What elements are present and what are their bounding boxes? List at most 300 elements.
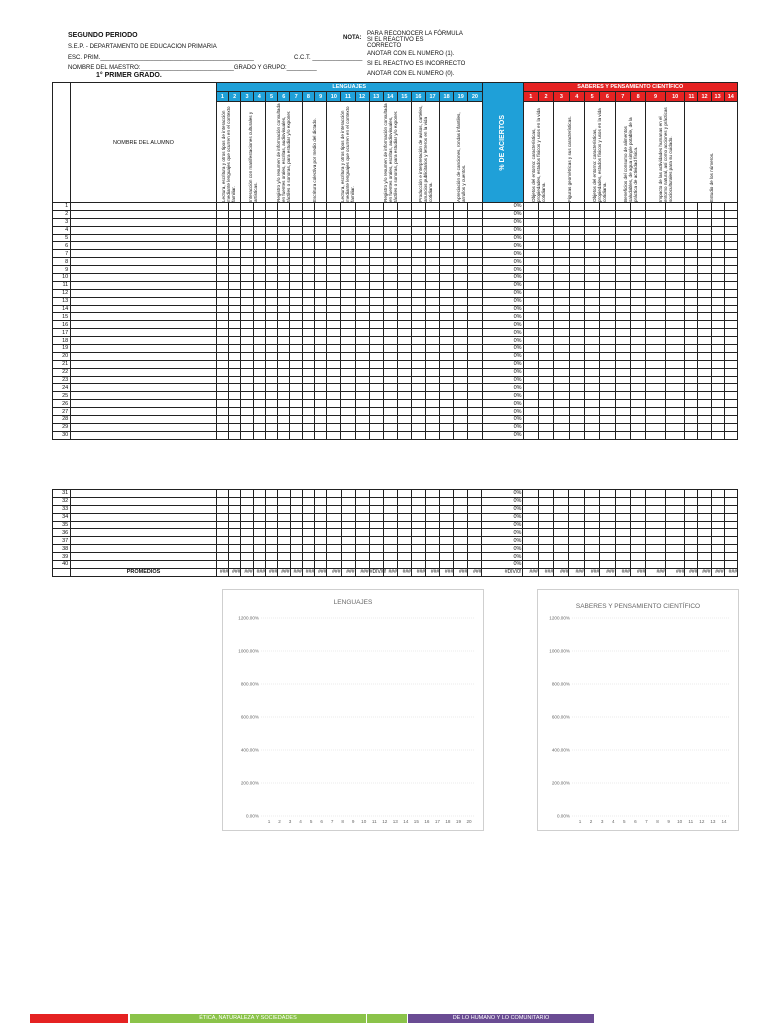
answer-cell[interactable] [341,313,355,321]
answer-cell[interactable] [554,392,569,400]
answer-cell[interactable] [468,423,482,431]
answer-cell[interactable] [411,423,425,431]
answer-cell[interactable] [665,537,685,545]
answer-cell[interactable] [523,545,538,553]
answer-cell[interactable] [355,521,369,529]
answer-cell[interactable] [554,505,569,513]
answer-cell[interactable] [538,431,553,439]
answer-cell[interactable] [426,553,440,561]
answer-cell[interactable] [290,392,302,400]
answer-cell[interactable] [538,545,553,553]
answer-cell[interactable] [630,431,645,439]
answer-cell[interactable] [290,210,302,218]
answer-cell[interactable] [724,258,737,266]
answer-cell[interactable] [241,329,253,337]
answer-cell[interactable] [290,423,302,431]
answer-cell[interactable] [266,553,278,561]
answer-cell[interactable] [468,242,482,250]
answer-cell[interactable] [383,337,397,345]
answer-cell[interactable] [341,250,355,258]
answer-cell[interactable] [523,497,538,505]
answer-cell[interactable] [711,305,724,313]
answer-cell[interactable] [341,360,355,368]
answer-cell[interactable] [315,529,327,537]
answer-cell[interactable] [440,392,454,400]
answer-cell[interactable] [229,203,241,211]
answer-cell[interactable] [383,242,397,250]
answer-cell[interactable] [216,226,228,234]
answer-cell[interactable] [341,376,355,384]
student-name-cell[interactable] [71,376,217,384]
answer-cell[interactable] [278,490,290,498]
answer-cell[interactable] [440,490,454,498]
answer-cell[interactable] [369,250,383,258]
answer-cell[interactable] [600,210,615,218]
answer-cell[interactable] [229,400,241,408]
answer-cell[interactable] [711,423,724,431]
answer-cell[interactable] [383,561,397,569]
answer-cell[interactable] [665,400,685,408]
answer-cell[interactable] [253,210,265,218]
answer-cell[interactable] [685,376,698,384]
answer-cell[interactable] [724,376,737,384]
answer-cell[interactable] [538,281,553,289]
answer-cell[interactable] [440,352,454,360]
answer-cell[interactable] [341,561,355,569]
answer-cell[interactable] [278,529,290,537]
answer-cell[interactable] [454,513,468,521]
answer-cell[interactable] [615,297,630,305]
answer-cell[interactable] [265,281,277,289]
answer-cell[interactable] [454,281,468,289]
answer-cell[interactable] [315,537,327,545]
answer-cell[interactable] [425,218,439,226]
answer-cell[interactable] [265,337,277,345]
answer-cell[interactable] [665,416,685,424]
student-name-cell[interactable] [71,497,217,505]
answer-cell[interactable] [369,400,383,408]
answer-cell[interactable] [229,521,241,529]
answer-cell[interactable] [290,242,302,250]
answer-cell[interactable] [600,203,615,211]
answer-cell[interactable] [383,513,397,521]
answer-cell[interactable] [397,408,411,416]
answer-cell[interactable] [646,392,666,400]
answer-cell[interactable] [440,423,454,431]
answer-cell[interactable] [646,400,666,408]
answer-cell[interactable] [290,313,302,321]
answer-cell[interactable] [302,337,314,345]
answer-cell[interactable] [600,226,615,234]
answer-cell[interactable] [685,203,698,211]
answer-cell[interactable] [369,431,383,439]
answer-cell[interactable] [411,203,425,211]
answer-cell[interactable] [411,513,425,521]
answer-cell[interactable] [569,274,584,282]
answer-cell[interactable] [554,218,569,226]
answer-cell[interactable] [630,242,645,250]
answer-cell[interactable] [630,226,645,234]
answer-cell[interactable] [711,352,724,360]
answer-cell[interactable] [315,497,327,505]
answer-cell[interactable] [724,321,737,329]
answer-cell[interactable] [265,352,277,360]
answer-cell[interactable] [265,408,277,416]
answer-cell[interactable] [630,505,645,513]
answer-cell[interactable] [538,337,553,345]
student-name-cell[interactable] [71,423,217,431]
answer-cell[interactable] [523,266,538,274]
answer-cell[interactable] [383,376,397,384]
answer-cell[interactable] [383,266,397,274]
answer-cell[interactable] [411,545,425,553]
answer-cell[interactable] [425,242,439,250]
answer-cell[interactable] [216,400,228,408]
answer-cell[interactable] [630,274,645,282]
answer-cell[interactable] [569,321,584,329]
answer-cell[interactable] [523,490,538,498]
answer-cell[interactable] [425,203,439,211]
answer-cell[interactable] [229,529,241,537]
answer-cell[interactable] [630,321,645,329]
answer-cell[interactable] [369,242,383,250]
answer-cell[interactable] [426,529,440,537]
answer-cell[interactable] [600,297,615,305]
answer-cell[interactable] [253,218,265,226]
answer-cell[interactable] [411,368,425,376]
answer-cell[interactable] [216,431,228,439]
answer-cell[interactable] [253,242,265,250]
answer-cell[interactable] [646,274,666,282]
answer-cell[interactable] [302,408,314,416]
answer-cell[interactable] [724,250,737,258]
answer-cell[interactable] [327,545,341,553]
answer-cell[interactable] [569,289,584,297]
answer-cell[interactable] [355,345,369,353]
answer-cell[interactable] [383,226,397,234]
answer-cell[interactable] [523,329,538,337]
answer-cell[interactable] [523,281,538,289]
answer-cell[interactable] [711,258,724,266]
answer-cell[interactable] [341,274,355,282]
answer-cell[interactable] [584,376,599,384]
answer-cell[interactable] [711,513,724,521]
answer-cell[interactable] [253,545,265,553]
answer-cell[interactable] [665,352,685,360]
answer-cell[interactable] [440,400,454,408]
answer-cell[interactable] [411,431,425,439]
answer-cell[interactable] [584,529,599,537]
answer-cell[interactable] [615,337,630,345]
answer-cell[interactable] [523,521,538,529]
answer-cell[interactable] [523,210,538,218]
answer-cell[interactable] [369,537,383,545]
answer-cell[interactable] [440,218,454,226]
answer-cell[interactable] [241,384,253,392]
answer-cell[interactable] [468,289,482,297]
answer-cell[interactable] [425,305,439,313]
answer-cell[interactable] [253,423,265,431]
answer-cell[interactable] [665,345,685,353]
answer-cell[interactable] [569,281,584,289]
answer-cell[interactable] [554,408,569,416]
answer-cell[interactable] [724,266,737,274]
answer-cell[interactable] [369,490,383,498]
answer-cell[interactable] [411,392,425,400]
answer-cell[interactable] [315,431,327,439]
answer-cell[interactable] [355,226,369,234]
student-name-cell[interactable] [71,234,217,242]
answer-cell[interactable] [397,368,411,376]
answer-cell[interactable] [369,289,383,297]
answer-cell[interactable] [584,505,599,513]
answer-cell[interactable] [468,392,482,400]
answer-cell[interactable] [646,289,666,297]
answer-cell[interactable] [302,545,314,553]
answer-cell[interactable] [302,352,314,360]
answer-cell[interactable] [630,376,645,384]
answer-cell[interactable] [302,529,314,537]
answer-cell[interactable] [278,274,290,282]
answer-cell[interactable] [341,505,355,513]
answer-cell[interactable] [569,408,584,416]
answer-cell[interactable] [665,321,685,329]
answer-cell[interactable] [411,384,425,392]
answer-cell[interactable] [711,529,724,537]
answer-cell[interactable] [216,416,228,424]
answer-cell[interactable] [229,352,241,360]
answer-cell[interactable] [646,345,666,353]
answer-cell[interactable] [665,384,685,392]
answer-cell[interactable] [600,218,615,226]
answer-cell[interactable] [600,537,615,545]
student-name-cell[interactable] [71,281,217,289]
answer-cell[interactable] [698,545,711,553]
answer-cell[interactable] [630,408,645,416]
answer-cell[interactable] [665,203,685,211]
answer-cell[interactable] [411,360,425,368]
answer-cell[interactable] [278,431,290,439]
answer-cell[interactable] [711,553,724,561]
answer-cell[interactable] [538,368,553,376]
answer-cell[interactable] [468,345,482,353]
answer-cell[interactable] [538,360,553,368]
answer-cell[interactable] [369,266,383,274]
answer-cell[interactable] [523,416,538,424]
answer-cell[interactable] [468,250,482,258]
answer-cell[interactable] [290,529,302,537]
answer-cell[interactable] [341,521,355,529]
answer-cell[interactable] [440,505,454,513]
answer-cell[interactable] [327,408,341,416]
answer-cell[interactable] [440,376,454,384]
answer-cell[interactable] [302,416,314,424]
answer-cell[interactable] [425,258,439,266]
answer-cell[interactable] [290,431,302,439]
answer-cell[interactable] [229,321,241,329]
answer-cell[interactable] [216,321,228,329]
answer-cell[interactable] [369,561,383,569]
answer-cell[interactable] [383,505,397,513]
answer-cell[interactable] [523,297,538,305]
answer-cell[interactable] [315,226,327,234]
answer-cell[interactable] [355,329,369,337]
answer-cell[interactable] [341,537,355,545]
answer-cell[interactable] [241,545,253,553]
answer-cell[interactable] [665,226,685,234]
answer-cell[interactable] [584,490,599,498]
answer-cell[interactable] [523,505,538,513]
answer-cell[interactable] [698,490,711,498]
answer-cell[interactable] [426,521,440,529]
answer-cell[interactable] [711,203,724,211]
answer-cell[interactable] [615,384,630,392]
answer-cell[interactable] [523,529,538,537]
answer-cell[interactable] [341,218,355,226]
answer-cell[interactable] [265,392,277,400]
answer-cell[interactable] [584,537,599,545]
answer-cell[interactable] [229,305,241,313]
answer-cell[interactable] [440,203,454,211]
answer-cell[interactable] [468,218,482,226]
answer-cell[interactable] [253,490,265,498]
answer-cell[interactable] [584,258,599,266]
answer-cell[interactable] [440,258,454,266]
answer-cell[interactable] [646,218,666,226]
answer-cell[interactable] [253,505,265,513]
answer-cell[interactable] [468,561,482,569]
answer-cell[interactable] [600,553,615,561]
answer-cell[interactable] [711,266,724,274]
answer-cell[interactable] [523,376,538,384]
answer-cell[interactable] [538,242,553,250]
answer-cell[interactable] [327,352,341,360]
answer-cell[interactable] [600,416,615,424]
answer-cell[interactable] [397,561,411,569]
answer-cell[interactable] [600,561,615,569]
answer-cell[interactable] [685,258,698,266]
answer-cell[interactable] [383,250,397,258]
answer-cell[interactable] [341,210,355,218]
answer-cell[interactable] [229,242,241,250]
answer-cell[interactable] [315,400,327,408]
answer-cell[interactable] [341,392,355,400]
answer-cell[interactable] [290,203,302,211]
answer-cell[interactable] [425,431,439,439]
answer-cell[interactable] [302,321,314,329]
student-name-cell[interactable] [71,416,217,424]
answer-cell[interactable] [411,274,425,282]
answer-cell[interactable] [646,226,666,234]
answer-cell[interactable] [685,274,698,282]
answer-cell[interactable] [569,250,584,258]
answer-cell[interactable] [711,376,724,384]
answer-cell[interactable] [265,226,277,234]
answer-cell[interactable] [265,329,277,337]
answer-cell[interactable] [440,553,454,561]
answer-cell[interactable] [538,250,553,258]
answer-cell[interactable] [253,289,265,297]
answer-cell[interactable] [265,242,277,250]
answer-cell[interactable] [302,521,314,529]
answer-cell[interactable] [454,266,468,274]
answer-cell[interactable] [278,497,290,505]
answer-cell[interactable] [665,360,685,368]
answer-cell[interactable] [630,218,645,226]
answer-cell[interactable] [341,266,355,274]
answer-cell[interactable] [383,408,397,416]
answer-cell[interactable] [241,345,253,353]
answer-cell[interactable] [454,376,468,384]
answer-cell[interactable] [554,281,569,289]
answer-cell[interactable] [355,392,369,400]
answer-cell[interactable] [278,226,290,234]
answer-cell[interactable] [411,497,425,505]
answer-cell[interactable] [698,289,711,297]
answer-cell[interactable] [646,352,666,360]
answer-cell[interactable] [685,226,698,234]
answer-cell[interactable] [665,289,685,297]
answer-cell[interactable] [569,490,584,498]
answer-cell[interactable] [615,226,630,234]
answer-cell[interactable] [216,392,228,400]
answer-cell[interactable] [278,408,290,416]
answer-cell[interactable] [615,553,630,561]
answer-cell[interactable] [253,337,265,345]
answer-cell[interactable] [290,561,302,569]
answer-cell[interactable] [554,529,569,537]
answer-cell[interactable] [584,521,599,529]
answer-cell[interactable] [600,431,615,439]
answer-cell[interactable] [584,408,599,416]
answer-cell[interactable] [554,400,569,408]
answer-cell[interactable] [646,234,666,242]
answer-cell[interactable] [646,266,666,274]
answer-cell[interactable] [265,266,277,274]
answer-cell[interactable] [426,545,440,553]
answer-cell[interactable] [630,561,645,569]
answer-cell[interactable] [523,218,538,226]
answer-cell[interactable] [440,297,454,305]
answer-cell[interactable] [630,297,645,305]
answer-cell[interactable] [454,210,468,218]
student-name-cell[interactable] [71,431,217,439]
answer-cell[interactable] [685,218,698,226]
answer-cell[interactable] [327,521,341,529]
answer-cell[interactable] [724,537,737,545]
answer-cell[interactable] [290,305,302,313]
answer-cell[interactable] [665,218,685,226]
answer-cell[interactable] [327,321,341,329]
answer-cell[interactable] [302,313,314,321]
answer-cell[interactable] [454,423,468,431]
answer-cell[interactable] [383,281,397,289]
answer-cell[interactable] [302,400,314,408]
answer-cell[interactable] [454,408,468,416]
answer-cell[interactable] [253,321,265,329]
answer-cell[interactable] [698,305,711,313]
answer-cell[interactable] [315,274,327,282]
answer-cell[interactable] [685,561,698,569]
answer-cell[interactable] [397,384,411,392]
answer-cell[interactable] [302,505,314,513]
answer-cell[interactable] [383,203,397,211]
answer-cell[interactable] [341,513,355,521]
answer-cell[interactable] [327,297,341,305]
answer-cell[interactable] [685,360,698,368]
answer-cell[interactable] [411,242,425,250]
answer-cell[interactable] [584,226,599,234]
